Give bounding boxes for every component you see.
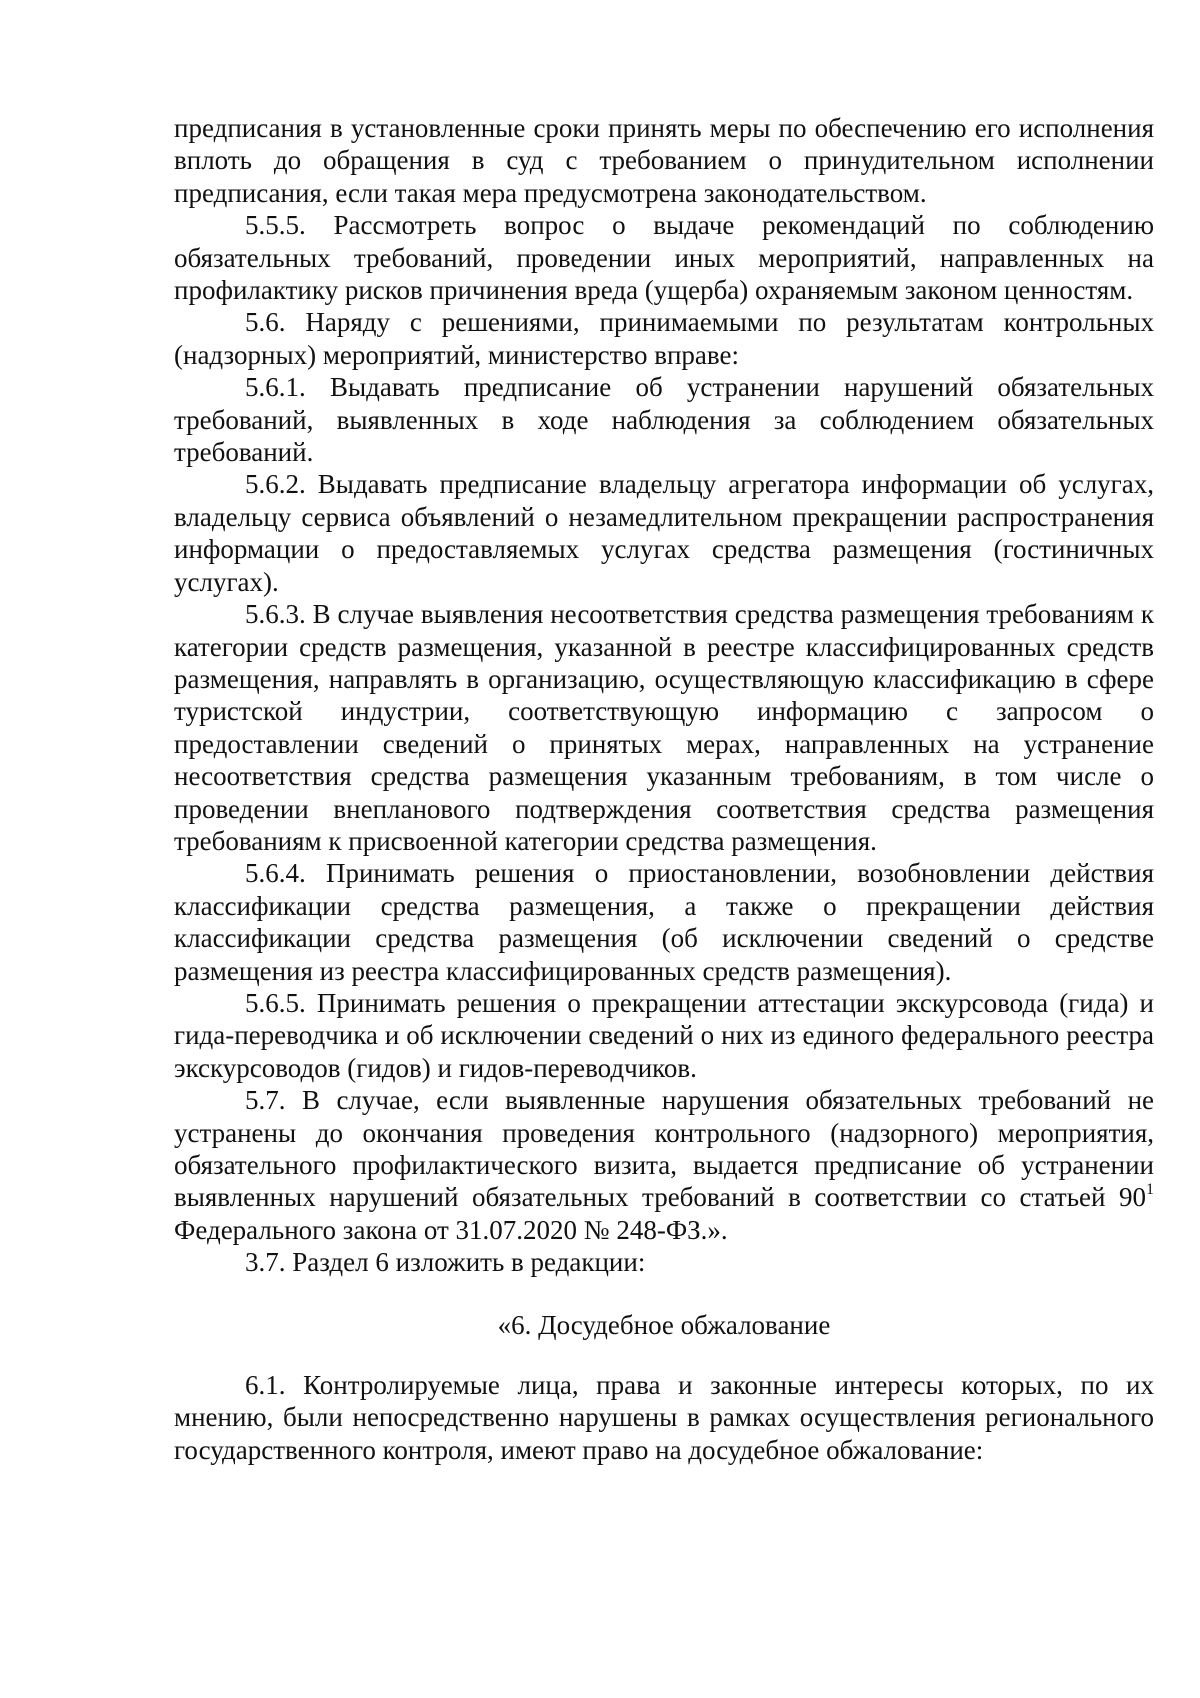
section-6-heading: «6. Досудебное обжалование — [497, 1309, 831, 1340]
paragraph-5-6-1: 5.6.1. Выдавать предписание об устранении нарушений обязательных требований, выявленных в ходе наблюдения за соблюдением обязательных требований. — [174, 372, 1154, 468]
document-page — [174, 112, 1154, 1466]
paragraph-6-1: 6.1. Контролируемые лица, права и законные интересы которых, по их мнению, были непосредственно нарушены в рамках осуществления регионального государственного контроля, имеют право на досудебное обжалование: — [174, 1370, 1154, 1465]
paragraph-5-7 — [174, 1084, 1154, 1246]
paragraph-5-6: 5.6. Наряду с решениями, принимаемыми по результатам контрольных (надзорных) мероприятий, министерство вправе: — [174, 307, 1154, 370]
article-superscript: 1 — [1146, 1181, 1154, 1199]
paragraph-5-6-2: 5.6.2. Выдавать предписание владельцу агрегатора информации об услугах, владельцу сервиса объявлений о незамедлительном прекращении распространения информации о предоставляемых услугах средства размещения (гостиничных услугах). — [174, 469, 1154, 597]
paragraph-5-6-4: 5.6.4. Принимать решения о приостановлении, возобновлении действия классификации средства размещения, а также о прекращении действия классификации средства размещения (об исключении сведений о средстве размещения из реестра классифицированных средств размещения). — [174, 858, 1154, 986]
paragraph-5-6-5: 5.6.5. Принимать решения о прекращении аттестации экскурсовода (гида) и гида-переводчика и об исключении сведений о них из единого федерального реестра экскурсоводов (гидов) и гидов-переводчиков. — [174, 987, 1154, 1083]
paragraph-5-7-tail: Федерального закона от 31.07.2020 № 248-ФЗ.». — [174, 1214, 728, 1245]
paragraph-5-5-5: 5.5.5. Рассмотреть вопрос о выдаче рекомендаций по соблюдению обязательных требований, проведении иных мероприятий, направленных на профилактику рисков причинения вреда (ущерба) охраняемым законом ценностям. — [174, 210, 1154, 306]
paragraph-5-6-3: 5.6.3. В случае выявления несоответствия средства размещения требованиям к категории средств размещения, указанной в реестре классифицированных средств размещения, направлять в организацию, осуществляющую классификацию в сфере туристской индустрии, соответствующую информацию с запросом о предоставлении сведений о принятых мерах, направленных на устранение несоответствия средства размещения указанным требованиям, в том числе о проведении внепланового подтверждения соответствия средства размещения требованиям к присвоенной категории средства размещения. — [174, 599, 1154, 856]
paragraph-5-7-text: 5.7. В случае, если выявленные нарушения обязательных требований не устранены до окончания проведения контрольного (надзорного) мероприятия, обязательного профилактического визита, выдается предписание об устранении выявленных нарушений обязательных требований в соответствии со статьей 90 — [174, 1085, 1154, 1213]
paragraph-continuation: предписания в установленные сроки принять меры по обеспечению его исполнения вплоть до обращения в суд с требованием о принудительном исполнении предписания, если такая мера предусмотрена законодательством. — [174, 113, 1154, 208]
paragraph-3-7: 3.7. Раздел 6 изложить в редакции: — [245, 1247, 646, 1278]
